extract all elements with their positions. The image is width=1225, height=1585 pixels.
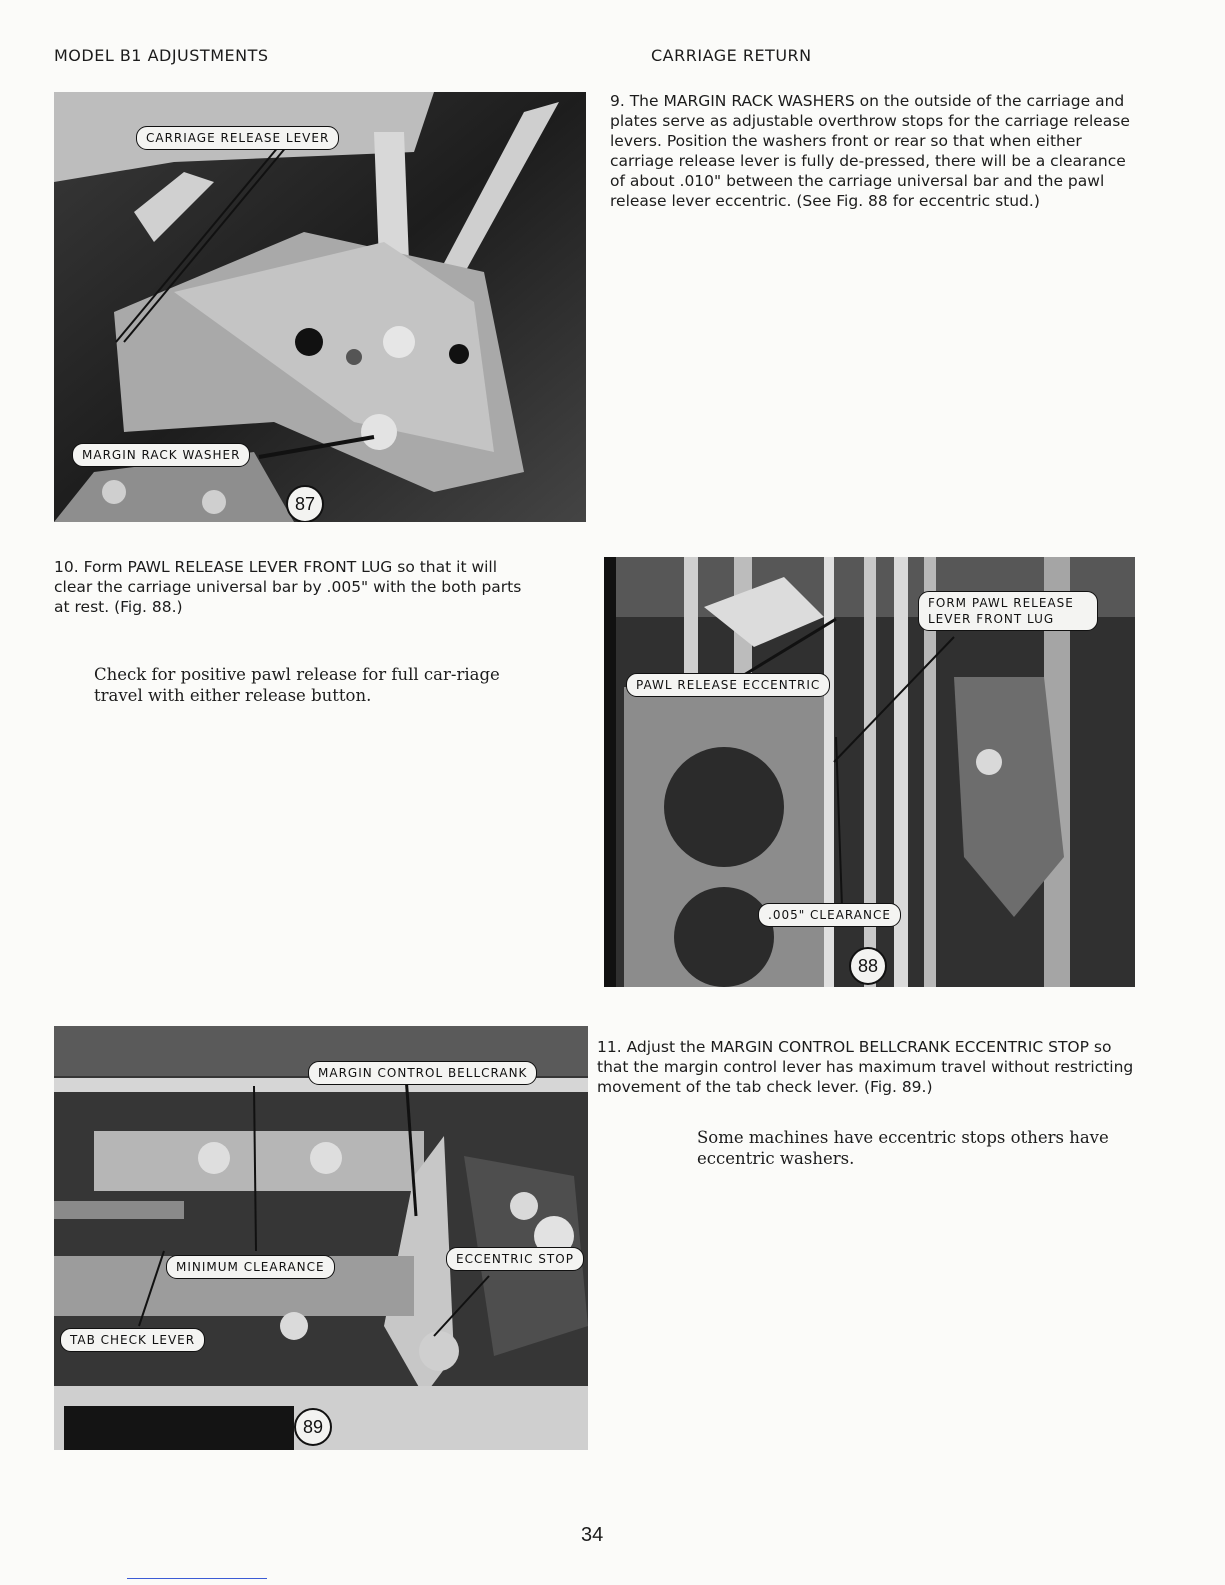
figure-88-photo [604,557,1135,987]
paragraph-10-note: Check for positive pawl release for full car-riage travel with either release button. [94,665,500,705]
paragraph-10: 10. Form PAWL RELEASE LEVER FRONT LUG so that it will clear the carriage universal bar by .005" with the both parts at rest. (Fig. 88.) [54,558,522,616]
callout-pawl-release-eccentric: PAWL RELEASE ECCENTRIC [626,673,830,697]
callout-eccentric-stop: ECCENTRIC STOP [446,1247,584,1271]
paragraph-11-note: Some machines have eccentric stops others have eccentric washers. [697,1128,1109,1168]
paragraph-9: 9. The MARGIN RACK WASHERS on the outside of the carriage and plates serve as adjustable overthrow stops for the carriage release levers. Position the washers front or rear so that when either carriage release lever is fully de-pressed, there will be a clearance of about .010" between the carriage universal bar and the pawl release lever eccentric. (See Fig. 88 for eccentric stud.) [610,92,1130,210]
header-center: CARRIAGE RETURN [651,46,812,65]
footer-rule [127,1578,267,1579]
figure-87-photo [54,92,586,522]
callout-margin-control-bellcrank: MARGIN CONTROL BELLCRANK [308,1061,537,1085]
figure-89-photo [54,1026,588,1450]
callout-minimum-clearance: MINIMUM CLEARANCE [166,1255,335,1279]
paragraph-11: 11. Adjust the MARGIN CONTROL BELLCRANK ECCENTRIC STOP so that the margin control lever has maximum travel without restricting movement of the tab check lever. (Fig. 89.) [597,1038,1134,1096]
callout-005-clearance: .005" CLEARANCE [758,903,901,927]
figure-number-89: 89 [294,1408,332,1446]
header-left: MODEL B1 ADJUSTMENTS [54,46,269,65]
figure-number-87: 87 [286,485,324,522]
callout-margin-rack-washer: MARGIN RACK WASHER [72,443,250,467]
callout-carriage-release-lever: CARRIAGE RELEASE LEVER [136,126,339,150]
page-number: 34 [581,1524,604,1546]
callout-form-pawl-release-lever-front-lug: FORM PAWL RELEASE LEVER FRONT LUG [918,591,1098,631]
figure-number-88: 88 [849,947,887,985]
callout-tab-check-lever: TAB CHECK LEVER [60,1328,205,1352]
